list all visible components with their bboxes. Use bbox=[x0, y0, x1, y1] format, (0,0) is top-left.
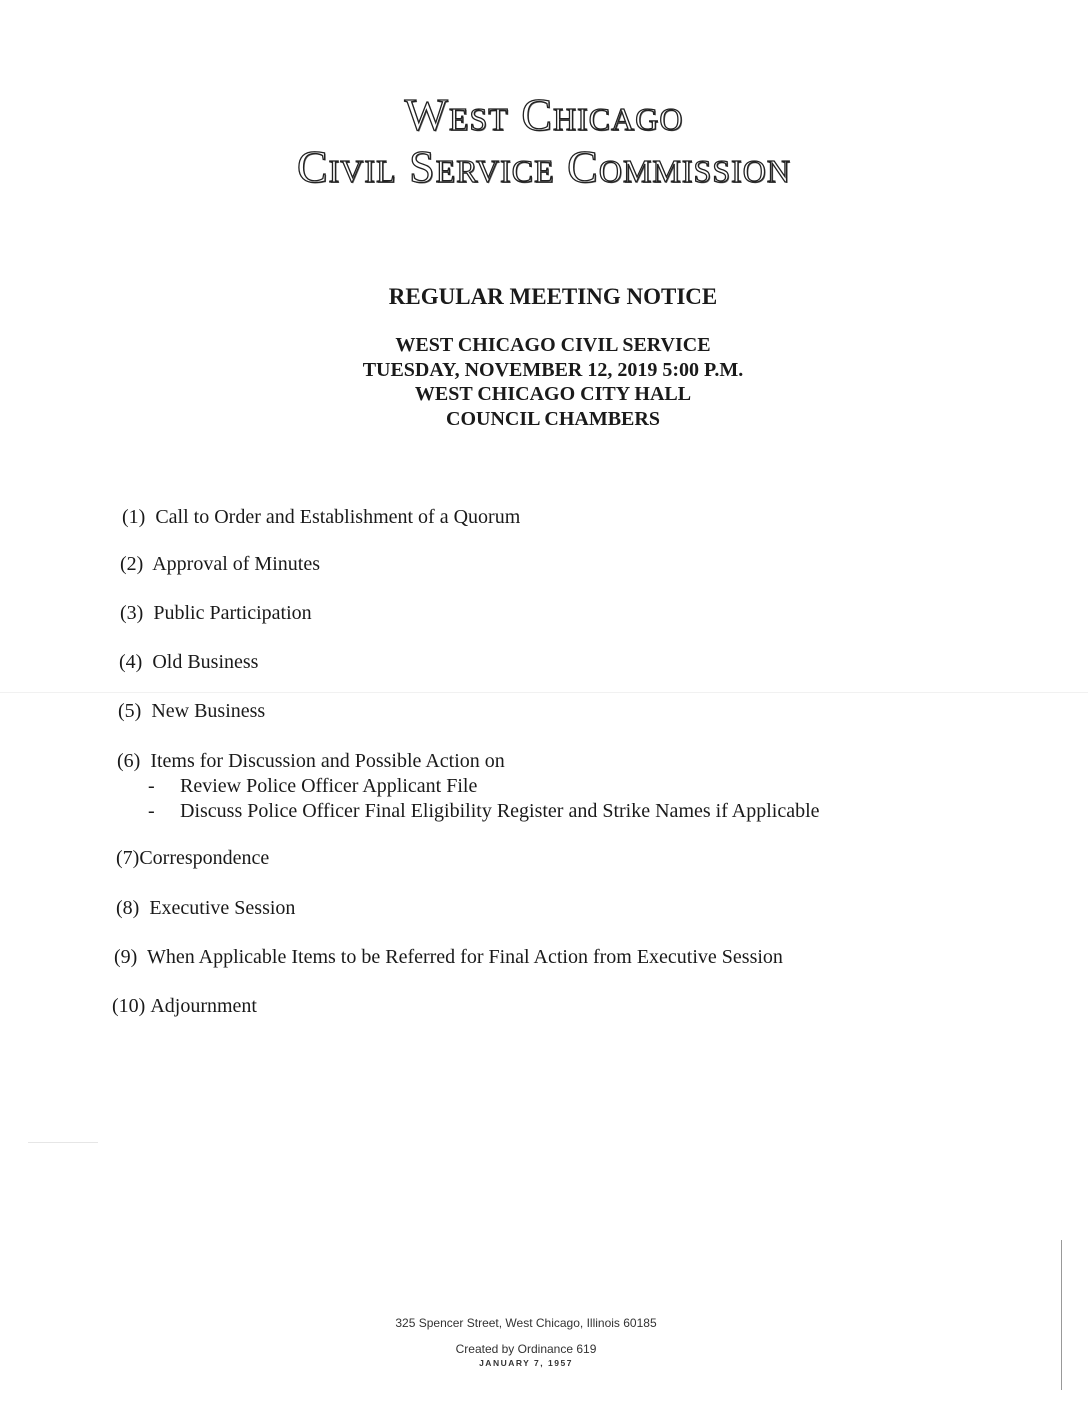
agenda-item-text: Public Participation bbox=[153, 602, 312, 624]
footer-address: 325 Spencer Street, West Chicago, Illinois 60185 bbox=[395, 1316, 657, 1330]
agenda-item-text: When Applicable Items to be Referred for Final Action from Executive Session bbox=[146, 946, 783, 968]
agenda-item bbox=[120, 553, 320, 576]
scan-artifact-mark bbox=[28, 1142, 98, 1143]
meeting-datetime: TUESDAY, NOVEMBER 12, 2019 5:00 P.M. bbox=[362, 358, 744, 381]
meeting-organization: WEST CHICAGO CIVIL SERVICE bbox=[395, 334, 711, 356]
agenda-sub-item bbox=[148, 775, 477, 798]
agenda-item-number: (3) bbox=[120, 602, 144, 624]
agenda-item-number: (4) bbox=[119, 651, 143, 673]
agenda-item bbox=[116, 847, 269, 870]
notice-title: REGULAR MEETING NOTICE bbox=[388, 284, 718, 309]
scan-artifact-line bbox=[0, 692, 1088, 693]
agenda-item-text: Adjournment bbox=[150, 995, 257, 1017]
meeting-room: COUNCIL CHAMBERS bbox=[446, 407, 660, 430]
bullet-dash: - bbox=[148, 775, 155, 797]
agenda-item-text: Call to Order and Establishment of a Quorum bbox=[155, 506, 521, 528]
bullet-dash: - bbox=[148, 800, 155, 822]
agenda-sub-item-text: Review Police Officer Applicant File bbox=[180, 775, 478, 797]
agenda-item-number: (7) bbox=[116, 847, 140, 869]
agenda-item bbox=[117, 750, 505, 773]
agenda-item bbox=[120, 602, 312, 625]
footer-date: JANUARY 7, 1957 bbox=[479, 1358, 573, 1368]
agenda-item bbox=[122, 506, 520, 529]
agenda-item-text: Items for Discussion and Possible Action on bbox=[150, 750, 505, 772]
meeting-location: WEST CHICAGO CITY HALL bbox=[414, 383, 692, 405]
agenda-sub-item bbox=[148, 800, 820, 823]
commission-name-line2: Civil Service Commission bbox=[296, 141, 792, 192]
agenda-item-number: (2) bbox=[120, 553, 144, 575]
agenda-item bbox=[118, 700, 265, 723]
agenda-item-number: (5) bbox=[118, 700, 142, 722]
agenda-item bbox=[116, 897, 295, 920]
commission-name-line1: West Chicago bbox=[404, 89, 684, 140]
agenda-item-text: Old Business bbox=[152, 651, 259, 673]
agenda-sub-item-text: Discuss Police Officer Final Eligibility Register and Strike Names if Applicable bbox=[180, 800, 820, 822]
footer-ordinance: Created by Ordinance 619 bbox=[455, 1342, 597, 1356]
agenda-item-number: (6) bbox=[117, 750, 141, 772]
agenda-item bbox=[112, 995, 257, 1018]
agenda-item-number: (9) bbox=[114, 946, 138, 968]
agenda-item-number: (10) bbox=[112, 995, 146, 1017]
agenda-item-number: (1) bbox=[122, 506, 146, 528]
agenda-item bbox=[114, 946, 783, 969]
agenda-item-text: Approval of Minutes bbox=[152, 553, 320, 575]
agenda-item-text: New Business bbox=[151, 700, 266, 722]
agenda-item-text: Executive Session bbox=[149, 897, 296, 919]
agenda-item-text: Correspondence bbox=[139, 847, 270, 869]
agenda-item-number: (8) bbox=[116, 897, 140, 919]
scan-edge-line bbox=[1061, 1240, 1062, 1390]
agenda-item bbox=[119, 651, 258, 674]
